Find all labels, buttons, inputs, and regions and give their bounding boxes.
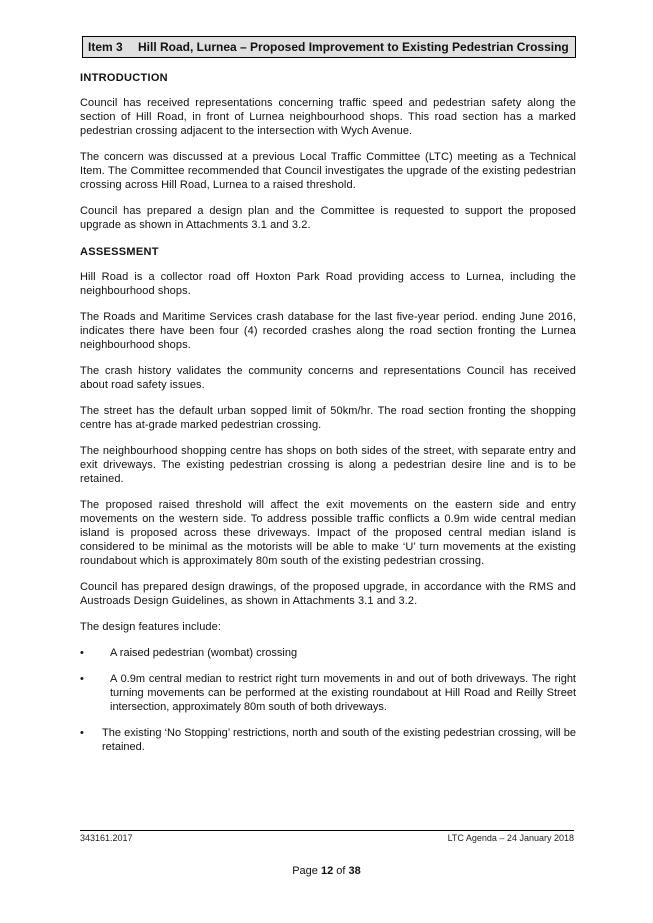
bullet-icon: • bbox=[80, 727, 84, 739]
page-footer bbox=[80, 833, 574, 843]
page-number bbox=[0, 865, 653, 877]
assessment-heading: ASSESSMENT bbox=[80, 246, 159, 258]
item-header bbox=[82, 36, 576, 58]
bullet-icon: • bbox=[80, 673, 84, 685]
introduction-heading: INTRODUCTION bbox=[80, 72, 168, 84]
assessment-paragraph: The design features include: bbox=[80, 621, 221, 633]
page-prefix: Page bbox=[292, 865, 318, 877]
page-current: 12 bbox=[320, 865, 334, 877]
list-item-text: The existing ‘No Stopping’ restrictions, north and south of the existing pedestrian crossing, will be retained. bbox=[102, 727, 576, 753]
assessment-paragraph: Council has prepared design drawings, of the proposed upgrade, in accordance with the RMS and Austroads Design Guidelines, as shown in Attachments 3.1 and 3.2. bbox=[80, 581, 576, 607]
list-item-text: A 0.9m central median to restrict right turn movements in and out of both driveways. The right turning movements can be performed at the existing roundabout at Hill Road and Reilly Street intersection, approximately 80m south of both driveways. bbox=[110, 673, 576, 713]
list-item bbox=[80, 726, 576, 754]
assessment-paragraph: The street has the default urban sopped limit of 50km/hr. The road section fronting the shopping centre has at-grade marked pedestrian crossing. bbox=[80, 405, 576, 431]
agenda-date: LTC Agenda – 24 January 2018 bbox=[447, 833, 574, 843]
bullet-icon: • bbox=[80, 647, 84, 659]
assessment-paragraph: Hill Road is a collector road off Hoxton Park Road providing access to Lurnea, including the neighbourhood shops. bbox=[80, 271, 576, 297]
footer-divider bbox=[80, 830, 574, 831]
document-reference: 343161.2017 bbox=[80, 833, 133, 843]
assessment-paragraph: The neighbourhood shopping centre has shops on both sides of the street, with separate entry and exit driveways. The existing pedestrian crossing is along a pedestrian desire line and is to be retained. bbox=[80, 445, 576, 485]
intro-paragraph: Council has prepared a design plan and the Committee is requested to support the proposed upgrade as shown in Attachments 3.1 and 3.2. bbox=[80, 205, 576, 231]
item-title: Hill Road, Lurnea – Proposed Improvement to Existing Pedestrian Crossing bbox=[138, 40, 569, 54]
intro-paragraph: Council has received representations concerning traffic speed and pedestrian safety along the section of Hill Road, in front of Lurnea neighbourhood shops. This road section has a marked pedestrian crossing adjacent to the intersection with Wych Avenue. bbox=[80, 97, 576, 137]
list-item bbox=[80, 646, 576, 660]
item-number: Item 3 bbox=[88, 40, 123, 54]
page-total: 38 bbox=[348, 865, 361, 877]
list-item bbox=[80, 672, 576, 714]
list-item-text: A raised pedestrian (wombat) crossing bbox=[110, 647, 298, 659]
assessment-paragraph: The Roads and Maritime Services crash database for the last five-year period. ending June 2016, indicates there have been four (4) recorded crashes along the road section fronting the Lurnea neighbourhood shops. bbox=[80, 311, 576, 351]
design-features-list bbox=[80, 646, 576, 754]
intro-paragraph: The concern was discussed at a previous Local Traffic Committee (LTC) meeting as a Technical Item. The Committee recommended that Council investigates the upgrade of the existing pedestrian crossing across Hill Road, Lurnea to a raised threshold. bbox=[80, 151, 576, 191]
assessment-paragraph: The proposed raised threshold will affect the exit movements on the eastern side and entry movements on the western side. To address possible traffic conflicts a 0.9m wide central median island is proposed across these driveways. Impact of the proposed central median island is considered to be minimal as the motorists will be able to make ‘U’ turn movements at the existing roundabout which is approximately 80m south of the existing pedestrian crossing. bbox=[80, 499, 576, 567]
assessment-paragraph: The crash history validates the community concerns and representations Council has received about road safety issues. bbox=[80, 365, 576, 391]
document-page bbox=[80, 36, 576, 766]
page-of: of bbox=[336, 865, 346, 877]
